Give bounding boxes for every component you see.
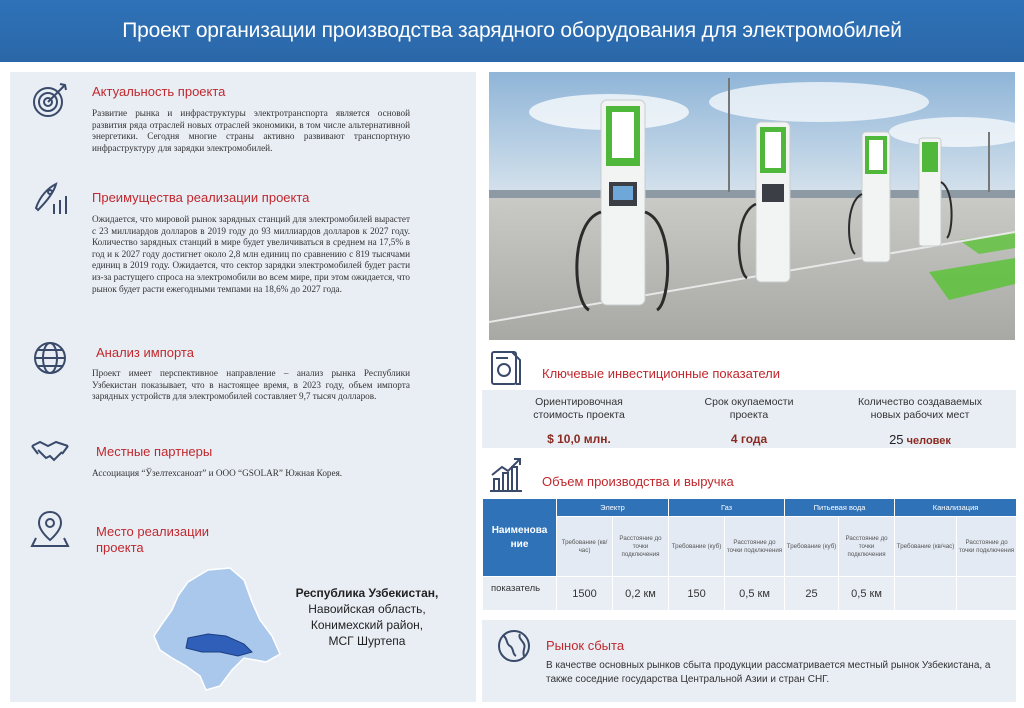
table-row xyxy=(483,577,1017,611)
table-subheader: Расстояние до точки подключения xyxy=(613,517,669,577)
relevance-body: Развитие рынка и инфраструктуры электротранспорта является основой развития ряда отраслей новых отраслей экономики, в том числе альтернативной энергетики. Сегодня многие страны активно развивают транспортную инфраструктуру для зарядки электромобилей. xyxy=(92,108,410,153)
advantages-title: Преимущества реализации проекта xyxy=(92,190,310,205)
header-bar xyxy=(0,0,1024,62)
kpi-panel xyxy=(482,390,1016,448)
table-cell: 1500 xyxy=(557,577,613,611)
table-cell xyxy=(957,577,1017,611)
kpi-payback-label: Срок окупаемости проекта xyxy=(704,396,794,421)
advantages-body: Ожидается, что мировой рынок зарядных станций для электромобилей вырастет с 23 миллиардов долларов в 2019 году до 93 миллиардов долларов к 2027 году. Количество зарядных станций в мире будет увеличиваться в среднем на 17,5% в год и к 2027 году достигнет около 2,8 млн единиц по сравнению с 819 тысячами единиц в 2019 году. Ожидается, что сектор зарядки электромобилей будет расти из-за растущего спроса на электромобили во всем мире, при этом ожидается, что рынок будет расти ежегодными темпами на 18,6% до 2027 года. xyxy=(92,214,410,294)
kpi-payback-value: 4 года xyxy=(730,432,768,446)
table-cell: 150 xyxy=(669,577,725,611)
imports-body: Проект имеет перспективное направление – анализ рынка Республики Узбекистан показывает, что в настоящее время, в 2023 году, объем импорта зарядных устройств для электромобилей составляет 9,7 тысяч долларов. xyxy=(92,368,410,402)
kpi-title: Ключевые инвестиционные показатели xyxy=(542,366,781,381)
table-group-sewage: Канализация xyxy=(895,499,1017,517)
navoi-region-shape xyxy=(154,568,280,690)
finance-report-icon xyxy=(486,348,526,388)
table-subheader: Расстояние до точки подключения xyxy=(839,517,895,577)
location-title: Место реализации проекта xyxy=(96,524,210,555)
market-body: В качестве основных рынков сбыта продукции рассматривается местный рынок Узбекистана, а также соседние государства Центральной Азии и стран СНГ. xyxy=(546,660,991,685)
table-cell: 25 xyxy=(785,577,839,611)
kpi-jobs-value: 25 человек xyxy=(889,432,951,447)
partners-body: Ассоциация “Ўзелтехсаноат” и ООО “GSOLAR” Южная Корея. xyxy=(92,468,343,478)
region-map xyxy=(148,562,288,694)
table-subheader: Требование (кв/час) xyxy=(557,517,613,577)
table-cell: 0,2 км xyxy=(613,577,669,611)
table-subheader: Требование (куб) xyxy=(785,517,839,577)
kpi-jobs-label: Количество создаваемых новых рабочих мест xyxy=(857,396,983,421)
rocket-chart-icon xyxy=(30,178,70,218)
partners-title: Местные партнеры xyxy=(96,444,213,459)
globe-network-icon xyxy=(30,338,70,378)
target-icon xyxy=(30,80,70,120)
map-pin-icon xyxy=(30,508,70,548)
imports-title: Анализ импорта xyxy=(96,345,194,360)
table-header-name: Наименова ние xyxy=(483,499,557,577)
table-group-gas: Газ xyxy=(669,499,785,517)
region-label: Республика Узбекистан, Навоийская область, Конимехский район, МСГ Шуртепа xyxy=(295,586,439,648)
table-subheader: Расстояние до точки подключения xyxy=(957,517,1017,577)
page-title: Проект организации производства зарядного оборудования для электромобилей xyxy=(122,19,902,42)
table-cell xyxy=(895,577,957,611)
table-subheader: Требование (куб) xyxy=(669,517,725,577)
production-table xyxy=(482,498,1017,611)
table-group-water: Питьевая вода xyxy=(785,499,895,517)
table-subheader: Расстояние до точки подключения xyxy=(725,517,785,577)
globe-icon xyxy=(494,626,534,666)
kpi-cost-value: $ 10,0 млн. xyxy=(547,432,611,446)
growth-chart-icon xyxy=(486,455,526,495)
market-title: Рынок сбыта xyxy=(546,638,625,653)
production-title: Объем производства и выручка xyxy=(542,474,734,489)
table-cell: 0,5 км xyxy=(725,577,785,611)
relevance-title: Актуальность проекта xyxy=(92,84,226,99)
table-group-electricity: Электр xyxy=(557,499,669,517)
table-row-label: показатель xyxy=(483,577,557,611)
ev-charging-stations-photo xyxy=(489,72,1015,340)
table-subheader: Требование (кв/час) xyxy=(895,517,957,577)
kpi-cost-label: Ориентировочная стоимость проекта xyxy=(533,396,625,421)
table-cell: 0,5 км xyxy=(839,577,895,611)
handshake-icon xyxy=(30,430,70,470)
